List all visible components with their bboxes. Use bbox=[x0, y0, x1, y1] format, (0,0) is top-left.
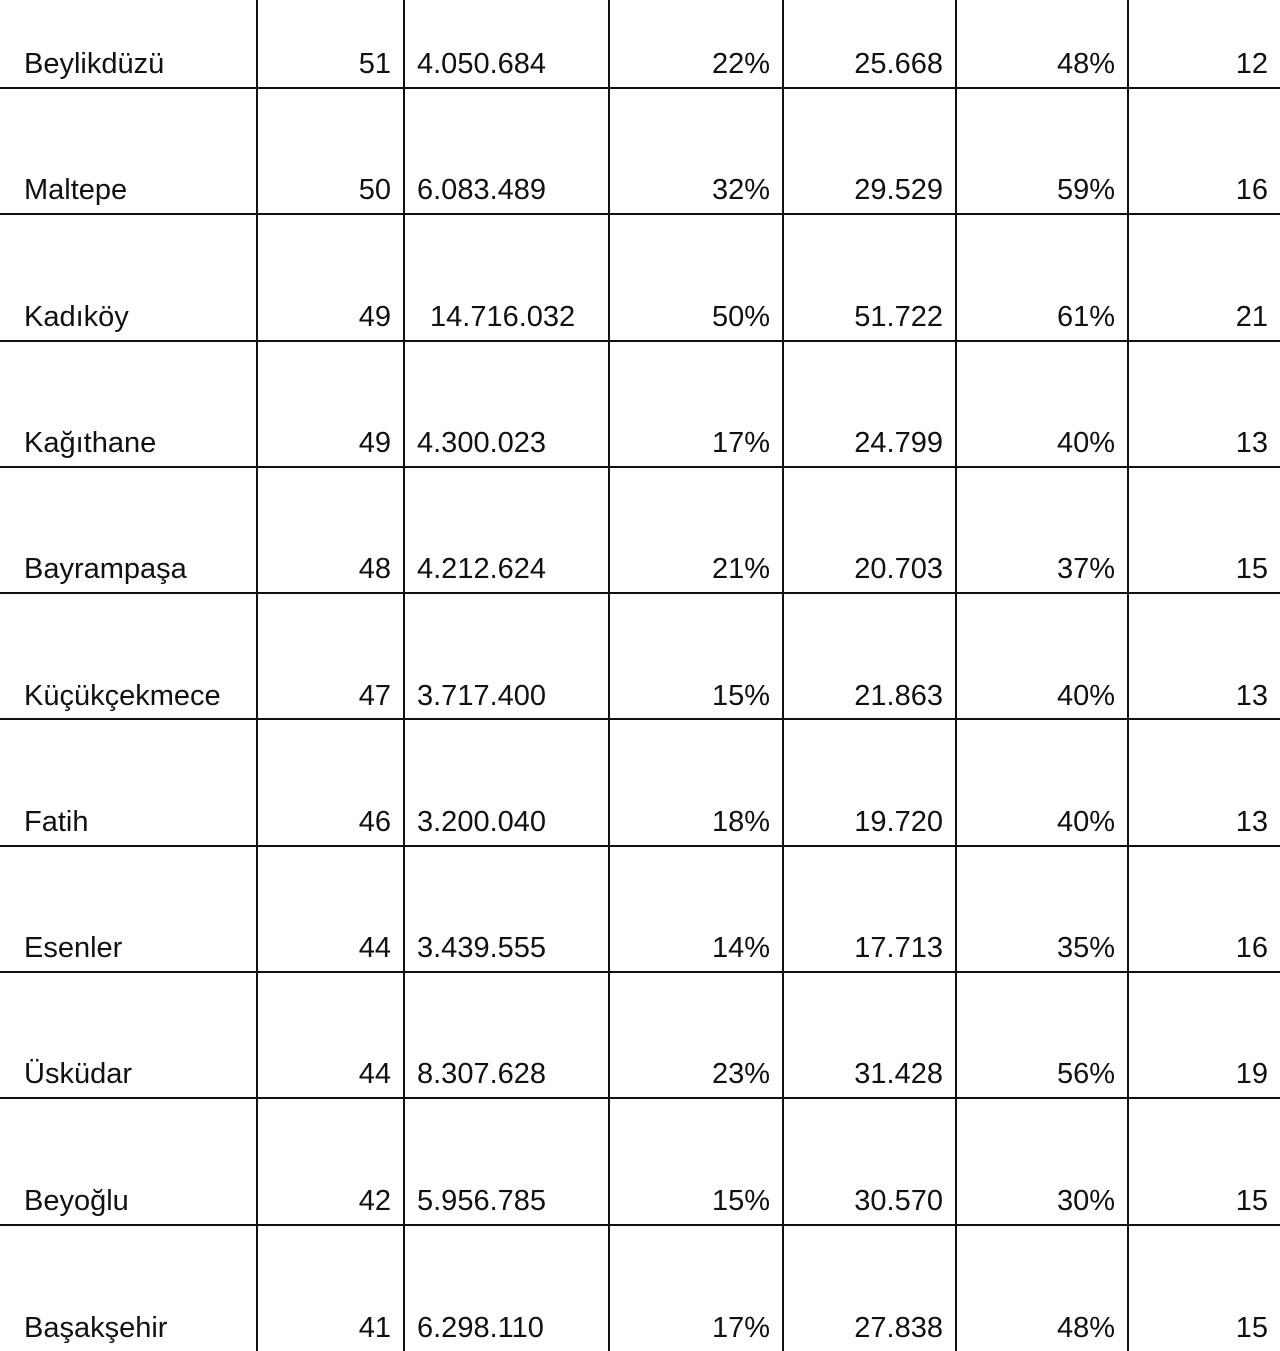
amount-cell[interactable]: 3.439.555 bbox=[404, 846, 609, 972]
percent-cell[interactable]: 40% bbox=[956, 593, 1128, 719]
amount-cell[interactable]: 8.307.628 bbox=[404, 972, 609, 1098]
percent-cell[interactable]: 50% bbox=[609, 214, 783, 340]
percent-cell[interactable]: 40% bbox=[956, 341, 1128, 467]
amount-cell[interactable]: 5.956.785 bbox=[404, 1098, 609, 1224]
value-cell[interactable]: 31.428 bbox=[783, 972, 956, 1098]
table-row bbox=[0, 972, 1280, 1098]
percent-cell[interactable]: 15% bbox=[609, 1098, 783, 1224]
value-cell[interactable]: 13 bbox=[1128, 593, 1280, 719]
value-cell[interactable]: 51 bbox=[257, 0, 404, 88]
percent-cell[interactable]: 48% bbox=[956, 1225, 1128, 1351]
percent-cell[interactable]: 30% bbox=[956, 1098, 1128, 1224]
table-row bbox=[0, 0, 1280, 88]
value-cell[interactable]: 29.529 bbox=[783, 88, 956, 214]
amount-cell[interactable]: 4.050.684 bbox=[404, 0, 609, 88]
amount-cell[interactable]: 4.212.624 bbox=[404, 467, 609, 593]
value-cell[interactable]: 30.570 bbox=[783, 1098, 956, 1224]
percent-cell[interactable]: 23% bbox=[609, 972, 783, 1098]
table-row bbox=[0, 1098, 1280, 1224]
percent-cell[interactable]: 40% bbox=[956, 719, 1128, 845]
percent-cell[interactable]: 14% bbox=[609, 846, 783, 972]
table-row bbox=[0, 467, 1280, 593]
value-cell[interactable]: 47 bbox=[257, 593, 404, 719]
table-row bbox=[0, 846, 1280, 972]
district-cell[interactable]: Kağıthane bbox=[0, 341, 257, 467]
district-cell[interactable]: Esenler bbox=[0, 846, 257, 972]
amount-cell[interactable]: 6.298.110 bbox=[404, 1225, 609, 1351]
district-cell[interactable]: Fatih bbox=[0, 719, 257, 845]
table-row bbox=[0, 1225, 1280, 1351]
percent-cell[interactable]: 56% bbox=[956, 972, 1128, 1098]
value-cell[interactable]: 49 bbox=[257, 214, 404, 340]
amount-cell[interactable]: 3.717.400 bbox=[404, 593, 609, 719]
percent-cell[interactable]: 32% bbox=[609, 88, 783, 214]
percent-cell[interactable]: 22% bbox=[609, 0, 783, 88]
percent-cell[interactable]: 18% bbox=[609, 719, 783, 845]
percent-cell[interactable]: 48% bbox=[956, 0, 1128, 88]
value-cell[interactable]: 15 bbox=[1128, 1098, 1280, 1224]
value-cell[interactable]: 27.838 bbox=[783, 1225, 956, 1351]
percent-cell[interactable]: 21% bbox=[609, 467, 783, 593]
percent-cell[interactable]: 35% bbox=[956, 846, 1128, 972]
percent-cell[interactable]: 59% bbox=[956, 88, 1128, 214]
value-cell[interactable]: 49 bbox=[257, 341, 404, 467]
value-cell[interactable]: 46 bbox=[257, 719, 404, 845]
amount-cell[interactable]: 4.300.023 bbox=[404, 341, 609, 467]
percent-cell[interactable]: 17% bbox=[609, 341, 783, 467]
table-row bbox=[0, 214, 1280, 340]
value-cell[interactable]: 13 bbox=[1128, 341, 1280, 467]
value-cell[interactable]: 15 bbox=[1128, 1225, 1280, 1351]
value-cell[interactable]: 21 bbox=[1128, 214, 1280, 340]
value-cell[interactable]: 44 bbox=[257, 972, 404, 1098]
district-cell[interactable]: Bayrampaşa bbox=[0, 467, 257, 593]
district-cell[interactable]: Maltepe bbox=[0, 88, 257, 214]
value-cell[interactable]: 19 bbox=[1128, 972, 1280, 1098]
district-cell[interactable]: Beyoğlu bbox=[0, 1098, 257, 1224]
percent-cell[interactable]: 37% bbox=[956, 467, 1128, 593]
value-cell[interactable]: 15 bbox=[1128, 467, 1280, 593]
value-cell[interactable]: 17.713 bbox=[783, 846, 956, 972]
value-cell[interactable]: 16 bbox=[1128, 846, 1280, 972]
value-cell[interactable]: 25.668 bbox=[783, 0, 956, 88]
value-cell[interactable]: 44 bbox=[257, 846, 404, 972]
percent-cell[interactable]: 17% bbox=[609, 1225, 783, 1351]
value-cell[interactable]: 48 bbox=[257, 467, 404, 593]
amount-cell[interactable]: 14.716.032 bbox=[404, 214, 609, 340]
value-cell[interactable]: 50 bbox=[257, 88, 404, 214]
amount-cell[interactable]: 3.200.040 bbox=[404, 719, 609, 845]
value-cell[interactable]: 19.720 bbox=[783, 719, 956, 845]
district-cell[interactable]: Kadıköy bbox=[0, 214, 257, 340]
percent-cell[interactable]: 61% bbox=[956, 214, 1128, 340]
value-cell[interactable]: 20.703 bbox=[783, 467, 956, 593]
value-cell[interactable]: 51.722 bbox=[783, 214, 956, 340]
table-row bbox=[0, 341, 1280, 467]
table-row bbox=[0, 593, 1280, 719]
value-cell[interactable]: 24.799 bbox=[783, 341, 956, 467]
district-cell[interactable]: Üsküdar bbox=[0, 972, 257, 1098]
value-cell[interactable]: 42 bbox=[257, 1098, 404, 1224]
value-cell[interactable]: 16 bbox=[1128, 88, 1280, 214]
value-cell[interactable]: 13 bbox=[1128, 719, 1280, 845]
value-cell[interactable]: 21.863 bbox=[783, 593, 956, 719]
value-cell[interactable]: 41 bbox=[257, 1225, 404, 1351]
value-cell[interactable]: 12 bbox=[1128, 0, 1280, 88]
district-cell[interactable]: Küçükçekmece bbox=[0, 593, 257, 719]
district-cell[interactable]: Beylikdüzü bbox=[0, 0, 257, 88]
table-row bbox=[0, 88, 1280, 214]
amount-cell[interactable]: 6.083.489 bbox=[404, 88, 609, 214]
percent-cell[interactable]: 15% bbox=[609, 593, 783, 719]
district-cell[interactable]: Başakşehir bbox=[0, 1225, 257, 1351]
table-row bbox=[0, 719, 1280, 845]
